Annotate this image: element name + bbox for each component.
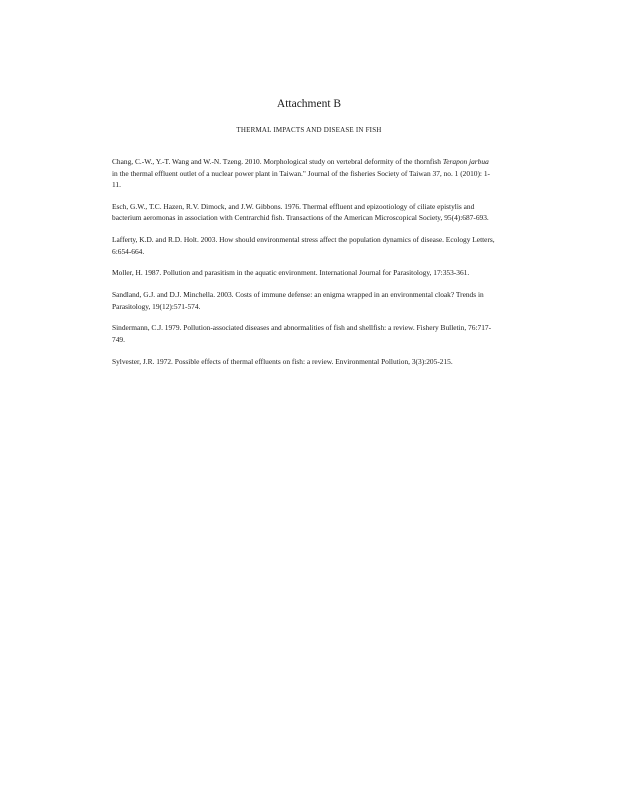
reference-text-continued: in the thermal effluent outlet of a nuclear power plant in Taiwan." Journal of the fisheries Society of Taiwan 37, no. 1 (2010): 1-11. [112,168,490,190]
reference-text: Chang, C.-W., Y.-T. Wang and W.-N. Tzeng. 2010. Morphological study on vertebral deformity of the thornfish [112,157,443,166]
reference-text: Moller, H. 1987. Pollution and parasitism in the aquatic environment. International Journal for Parasitology, 17:353-361. [112,268,470,278]
reference-item [112,322,496,345]
reference-item [112,289,496,312]
reference-item [112,201,496,224]
reference-item [112,267,496,279]
page-title: Attachment B [276,98,342,110]
reference-item [112,156,496,191]
reference-text: Sandland, G.J. and D.J. Minchella. 2003. Costs of immune defense: an enigma wrapped in an environmental cloak? Trends in Parasitology, 19(12):571-574. [112,290,484,311]
reference-text: Sylvester, J.R. 1972. Possible effects of thermal effluents on fish: a review. Environmental Pollution, 3(3):205-215. [112,356,453,366]
reference-item [112,234,496,257]
reference-text: Lafferty, K.D. and R.D. Holt. 2003. How should environmental stress affect the population dynamics of disease. Ecology Letters, 6:654-664. [112,235,495,256]
page-subtitle: THERMAL IMPACTS AND DISEASE IN FISH [236,126,382,134]
reference-species-name: Terapon jarbua [442,157,489,166]
reference-text: Esch, G.W., T.C. Hazen, R.V. Dimock, and J.W. Gibbons. 1976. Thermal effluent and epizootiology of ciliate epistylis and bacterium aeromonas in association with Centrarchid fish. Transactions of the American Microscopical Society, 95(4):687-693. [112,201,489,223]
reference-list [112,156,496,377]
reference-text: Sindermann, C.J. 1979. Pollution-associated diseases and abnormalities of fish and shellfish: a review. Fishery Bulletin, 76:717-749. [112,323,492,344]
reference-item [112,356,496,368]
